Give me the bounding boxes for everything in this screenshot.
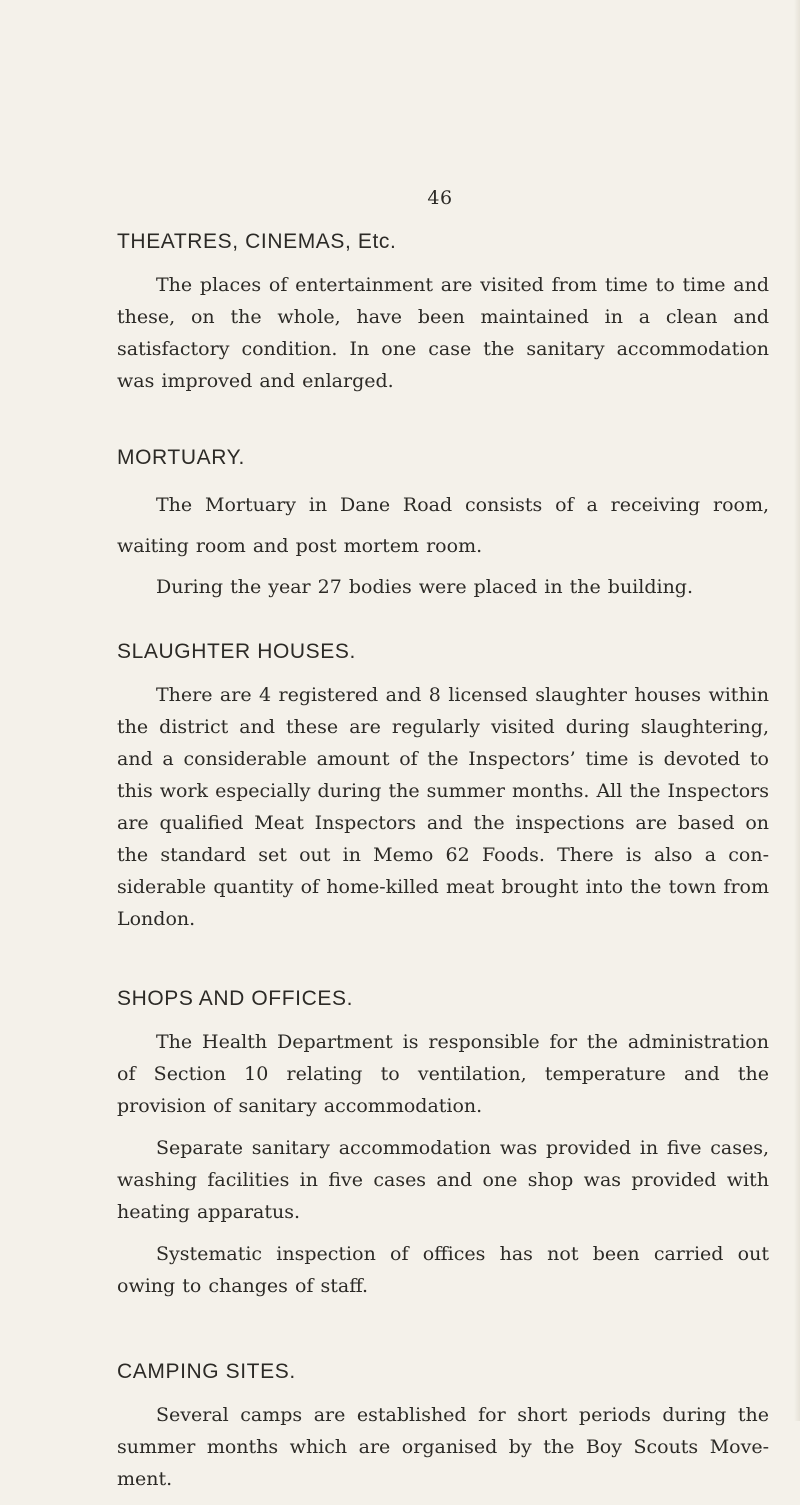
section-slaughter-houses [117,635,769,935]
page-edge-shadow [794,0,800,1421]
section-paragraph: Several camps are established for short periods during the summer months which are organised by the Boy Scouts Movement. [117,1404,769,1490]
section-camping-sites [117,1355,769,1495]
section-paragraph: During the year 27 bodies were placed in the building. [156,576,694,598]
section-paragraph: Separate sanitary accommodation was provided in five cases, washing facilities in five cases and one shop was provided with heating apparatus. [117,1137,769,1223]
section-mortuary [117,441,769,608]
section-paragraph: The Health Department is responsible for the administration of Section 10 relating to ventilation, temperature and the provision of sanitary accommodation. [117,1031,769,1117]
section-paragraph: The Mortuary in Dane Road consists of a receiving room, waiting room and post mortem room. [117,494,769,557]
section-paragraph: There are 4 registered and 8 licensed slaughter houses within the district and these are regularly visited during slaughtering, and a considerable amount of the Inspectors’ time is devoted to this work especially during the summer months. All the Inspectors are qualified Meat Inspectors and the inspections are based on the standard set out in Memo 62 Foods. There is also a considerable quantity of home-killed meat brought into the town from London. [117,684,769,930]
section-shops-and-offices [117,982,769,1302]
section-heading: THEATRES, CINEMAS, Etc. [117,230,397,253]
section-paragraph: Systematic inspection of offices has not been carried out owing to changes of staff. [117,1243,769,1297]
section-heading: CAMPING SITES. [117,1360,296,1383]
section-heading: MORTUARY. [117,446,245,469]
section-theatres-cinemas [117,225,769,397]
document-body [117,225,769,1505]
section-heading: SHOPS AND OFFICES. [117,987,354,1010]
page-number: 46 [427,187,453,209]
section-heading: SLAUGHTER HOUSES. [117,640,356,663]
section-paragraph: The places of entertainment are visited from time to time and these, on the whole, have been maintained in a clean and satisfactory condition. In one case the sanitary accommodation was improved and enlarged. [117,274,769,392]
